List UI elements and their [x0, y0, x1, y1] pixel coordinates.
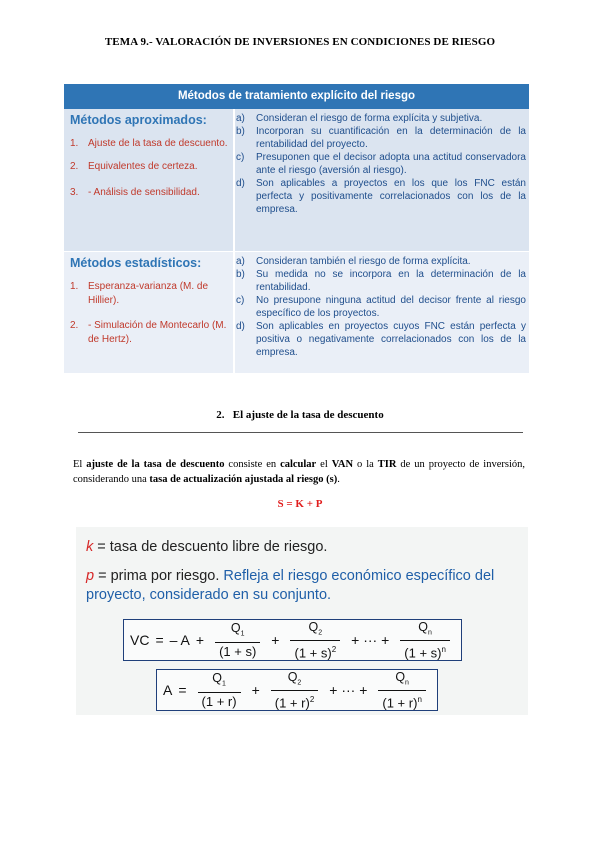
feature-item: b) Su medida no se incorpora en la determinación de la rentabilidad. [236, 269, 526, 293]
a-equation: A = $\frac{Q_1}{(1 + r)}$ + $\frac{Q_2}{(1 + r)^2}$ + ··· + $\frac{Q_n}{(1 + r)^n}$ [156, 669, 438, 711]
statistical-methods-title: Métodos estadísticos: [70, 256, 202, 270]
feature-item: c) Presuponen que el decisor adopta una actitud conservadora ante el riesgo (aversión al riesgo). [236, 152, 526, 176]
table-header: Métodos de tratamiento explícito del riesgo [64, 84, 529, 109]
body-paragraph: El ajuste de la tasa de descuento consiste en calcular el VAN o la TIR de un proyecto de inversión, considerando una tasa de actualización ajustada al riesgo (s). [73, 459, 525, 485]
k-definition: k = tasa de descuento libre de riesgo. [86, 539, 328, 555]
feature-item: c) No presupone ninguna actitud del decisor frente al riesgo específico de los proyectos. [236, 295, 526, 319]
feature-item: d) Son aplicables en proyectos cuyos FNC están perfecta y positiva o negativamente correlacionados con los de la empresa. [236, 321, 526, 358]
list-item: 2. - Simulación de Montecarlo (M. de Hertz). [70, 320, 227, 345]
section-heading: 2. El ajuste de la tasa de descuento [216, 409, 384, 421]
feature-item: b) Incorporan su cuantificación en la determinación de la rentabilidad del proyecto. [236, 126, 526, 150]
page-title: TEMA 9.- VALORACIÓN DE INVERSIONES EN CONDICIONES DE RIESGO [104, 36, 496, 48]
rate-formula: S = K + P [277, 498, 323, 510]
table-row-statistical [64, 251, 529, 373]
formula-image [76, 527, 528, 715]
feature-item: d) Son aplicables a proyectos en los que los FNC están perfecta y positivamente correlacionados con los de la empresa. [236, 178, 526, 215]
list-item: 1. Esperanza-varianza (M. de Hillier). [70, 281, 209, 306]
p-definition: p = prima por riesgo. Refleja el riesgo económico específico del proyecto, considerado en su conjunto. [86, 568, 495, 603]
vc-equation: VC = – A + $\frac{Q_1}{(1 + s)}$ + $\frac{Q_2}{(1 + s)^2}$ + ··· + $\frac{Q_n}{(1 + s)^n}$ [123, 619, 462, 661]
list-item: 2. Equivalentes de certeza. [70, 160, 198, 172]
methods-table [64, 84, 529, 372]
section-divider [78, 432, 523, 433]
approximate-methods-title: Métodos aproximados: [70, 113, 207, 127]
feature-item: a) Consideran también el riesgo de forma explícita. [236, 256, 471, 267]
feature-item: a) Consideran el riesgo de forma explícita y subjetiva. [236, 113, 483, 124]
table-row-approximate [64, 109, 529, 251]
list-item: 1. Ajuste de la tasa de descuento. [70, 138, 228, 149]
list-item: 3. - Análisis de sensibilidad. [70, 187, 200, 198]
